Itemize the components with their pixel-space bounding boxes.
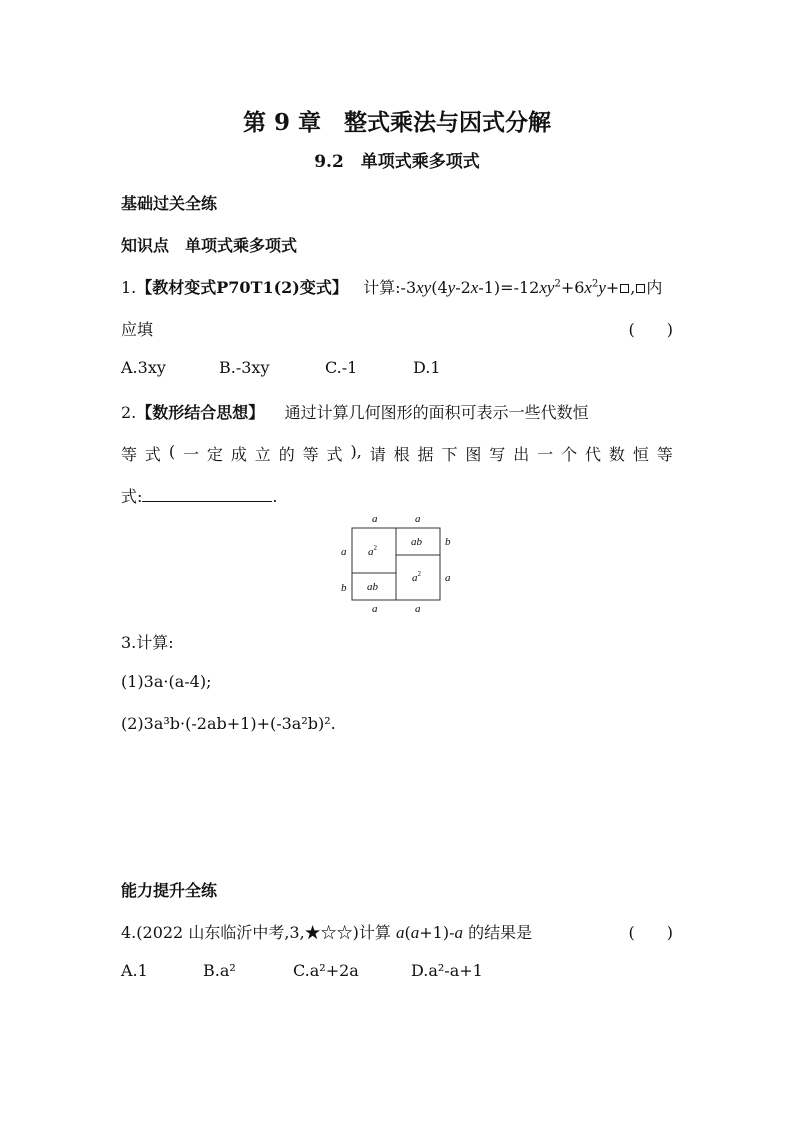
figure-label-top-a1: a — [372, 513, 378, 525]
q2-text-line3: 式: — [121, 487, 143, 506]
q2-char: 请 — [369, 445, 386, 464]
q3-heading: 3.计算: — [121, 633, 174, 652]
blank-square-icon — [620, 284, 629, 293]
section-title: 9.2 单项式乘多项式 — [314, 152, 480, 172]
chapter-title: 第 9 章 整式乘法与因式分解 — [242, 109, 552, 136]
q2-char: 出 — [513, 445, 530, 464]
q2-char: 恒 — [632, 445, 649, 464]
figure-cell-ab-bottom: ab — [367, 581, 378, 593]
q4-choice-a: A.1 — [121, 961, 148, 980]
q1-choice-a: A.3xy — [121, 358, 166, 377]
q4-choice-b: B.a² — [203, 961, 236, 980]
q2-char: 式 — [144, 445, 161, 464]
figure-cell-a2-right-base: a — [412, 572, 418, 584]
q1-choice-c: C.-1 — [325, 358, 358, 377]
q2-char: ), — [350, 442, 362, 461]
q1-choice-b: B.-3xy — [219, 358, 270, 377]
q4-choice-c: C.a²+2a — [293, 961, 359, 980]
q2-char: 等 — [302, 445, 319, 464]
q2-char: 等 — [656, 445, 673, 464]
q4-text-prefix: 4.(2022 山东临沂中考,3,★☆☆)计算 — [121, 923, 391, 942]
q2-char: ( — [168, 442, 176, 461]
q2-line3 — [121, 484, 278, 507]
figure-label-right-b: b — [445, 536, 451, 548]
q2-char: 个 — [561, 445, 578, 464]
q1-line2 — [121, 317, 673, 340]
q1-choice-d: D.1 — [413, 358, 441, 377]
q2-char: 等 — [121, 445, 138, 464]
q2-line1 — [121, 400, 589, 423]
knowledge-point-heading: 知识点 单项式乘多项式 — [121, 236, 298, 255]
q1-tag: 【教材变式P70T1(2)变式】 — [136, 278, 348, 297]
q2-period: . — [272, 487, 278, 506]
q1-text-suffix: 应填 — [121, 320, 154, 339]
q2-char: 据 — [417, 445, 434, 464]
q2-number: 2. — [121, 403, 137, 422]
area-figure — [334, 510, 464, 616]
figure-cell-a2-right — [412, 570, 422, 584]
figure-cell-a2-left — [368, 544, 378, 558]
q2-char: 的 — [278, 445, 295, 464]
q1-answer-paren: ( ) — [628, 320, 673, 339]
figure-cell-a2-right-exp: 2 — [417, 570, 421, 578]
q2-answer-blank[interactable] — [142, 487, 272, 502]
q1-text-prefix: 计算:-3 — [363, 278, 417, 297]
q2-text-line1: 通过计算几何图形的面积可表示一些代数恒 — [284, 403, 589, 422]
q2-char: 一 — [537, 445, 554, 464]
figure-label-right-a: a — [445, 572, 451, 584]
q4-line1 — [121, 920, 673, 943]
figure-label-top-a2: a — [415, 513, 421, 525]
q2-char: 式 — [326, 445, 343, 464]
q4-text-suffix: 的结果是 — [468, 923, 533, 942]
q2-char: 一 — [183, 445, 200, 464]
q2-tag: 【数形结合思想】 — [136, 403, 265, 422]
q3-part2: (2)3a³b·(-2ab+1)+(-3a²b)². — [121, 714, 336, 733]
figure-label-bottom-a1: a — [372, 603, 378, 615]
q3-part1: (1)3a·(a-4); — [121, 672, 212, 691]
section-basic-heading: 基础过关全练 — [121, 194, 218, 213]
figure-label-left-a: a — [341, 546, 347, 558]
q1-line1: 1.【教材变式P70T1(2)变式】 计算$:-3xy(4y-2x-1)=-12xy^2+6x^2y+$ , 内 — [121, 278, 663, 297]
figure-cell-a2-left-exp: 2 — [373, 544, 377, 552]
figure-label-bottom-a2: a — [415, 603, 421, 615]
q2-char: 代 — [584, 445, 601, 464]
q4-choice-d: D.a²-a+1 — [411, 961, 483, 980]
q2-char: 数 — [608, 445, 625, 464]
q1-number: 1. — [121, 278, 137, 297]
blank-square-icon — [636, 284, 645, 293]
figure-cell-ab-top: ab — [411, 536, 422, 548]
q2-char: 成 — [230, 445, 247, 464]
q4-text: 4.(2022 山东临沂中考,3,★☆☆)计算 a(a+1)-a 的结果是 — [121, 923, 533, 942]
figure-label-left-b: b — [341, 582, 347, 594]
section-ability-heading: 能力提升全练 — [121, 881, 218, 900]
q2-line2 — [121, 442, 673, 465]
q2-char: 定 — [206, 445, 223, 464]
q2-char: 下 — [441, 445, 458, 464]
figure-cell-a2-left-base: a — [368, 546, 374, 558]
q2-char: 写 — [489, 445, 506, 464]
q2-char: 立 — [254, 445, 271, 464]
q2-char: 根 — [393, 445, 410, 464]
q2-char: 图 — [465, 445, 482, 464]
q4-answer-paren: ( ) — [628, 923, 673, 942]
